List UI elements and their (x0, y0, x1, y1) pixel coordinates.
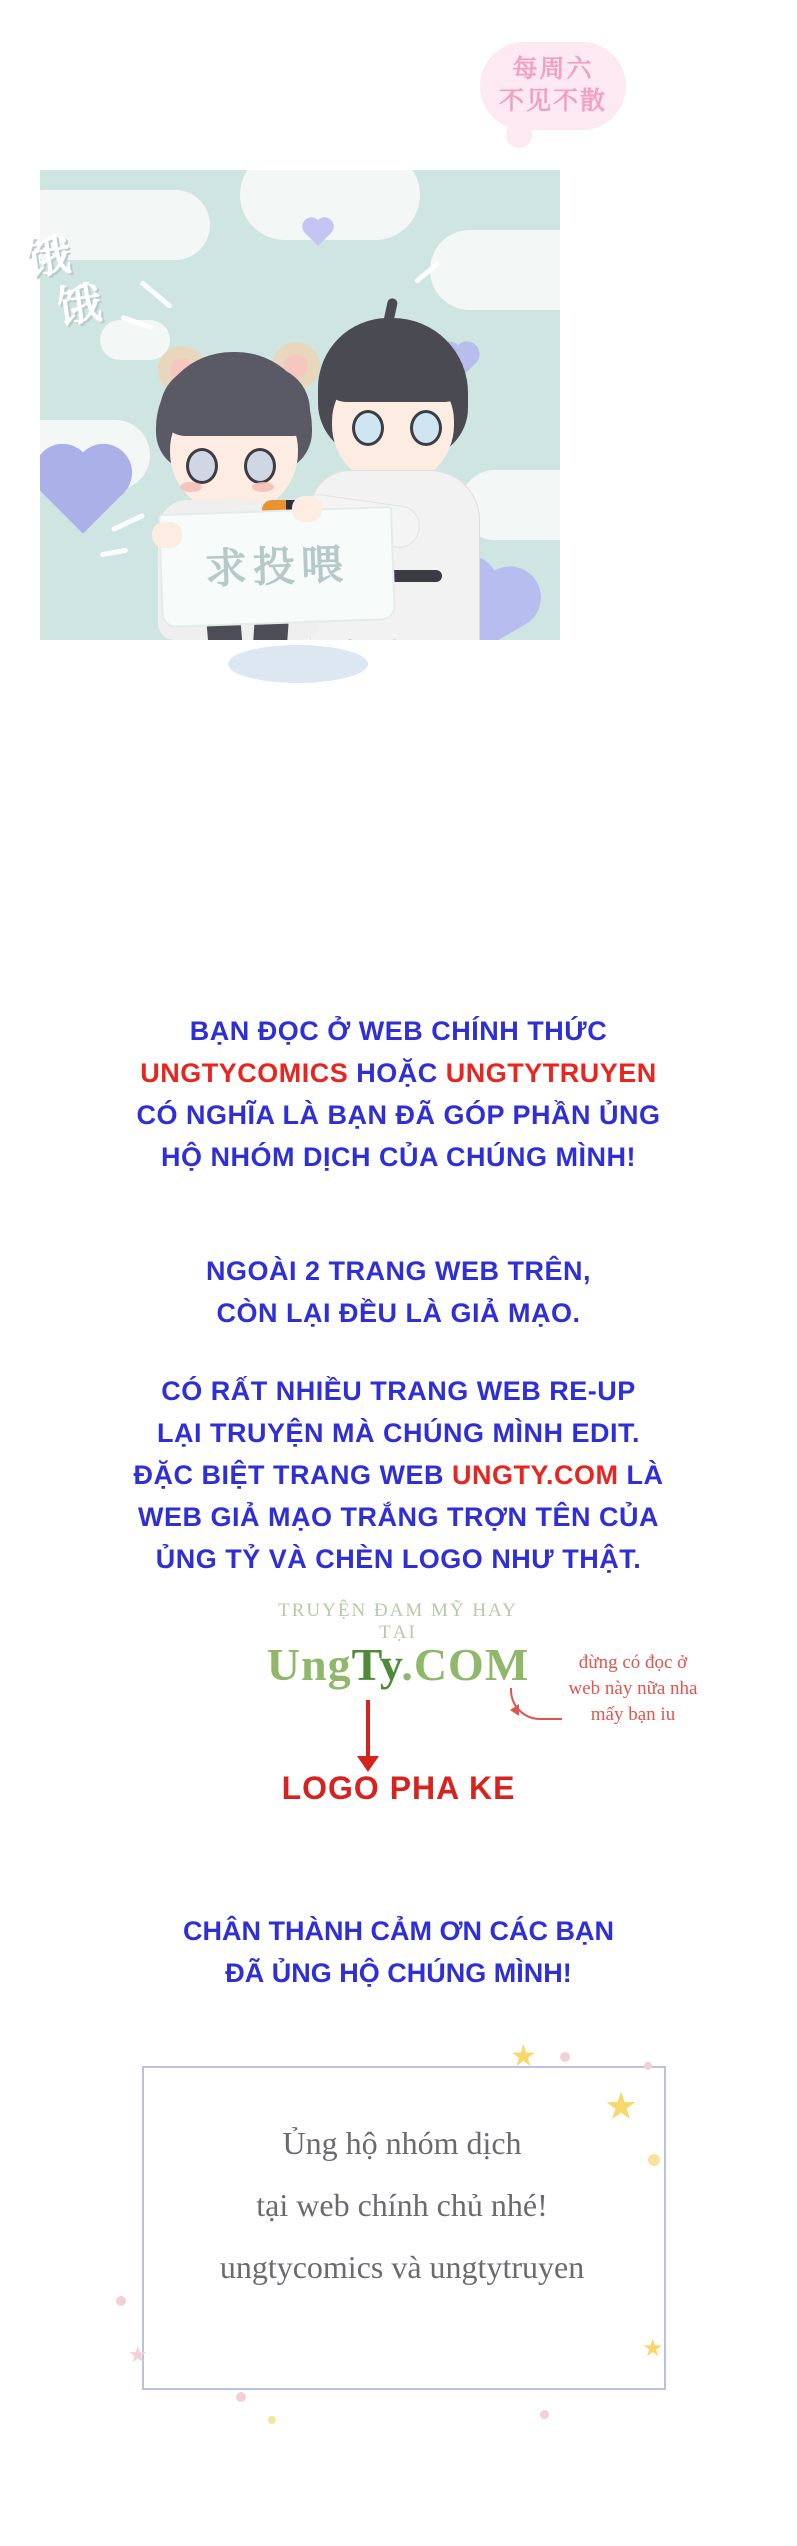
motion-line (111, 513, 146, 533)
decorative-dot (560, 2052, 570, 2062)
handwritten-note-line: web này nữa nha (568, 1678, 698, 1699)
held-banner (158, 506, 396, 628)
character-right-eye-right (410, 410, 442, 446)
message-block-3 (0, 1370, 797, 1580)
star-icon: ★ (642, 2335, 664, 2362)
character-left-bangs (160, 366, 310, 436)
arrow-down-icon (366, 1700, 370, 1758)
speech-bubble-text (480, 54, 626, 118)
character-right-eye-left (352, 410, 384, 446)
sound-effect-text (23, 226, 107, 339)
ground-shadow (228, 645, 368, 683)
thanks-line: CHÂN THÀNH CẢM ƠN CÁC BẠN (183, 1916, 614, 1946)
message-line: CÓ RẤT NHIỀU TRANG WEB RE-UP (161, 1376, 636, 1406)
illustration-panel (40, 170, 560, 640)
message-line: WEB GIẢ MẠO TRẮNG TRỢN TÊN CỦA (138, 1502, 659, 1532)
star-icon: ★ (128, 2342, 148, 2367)
fake-logo-callout: LOGO PHA KE (281, 1770, 516, 1806)
character-right-bangs (322, 340, 464, 402)
decorative-dot (648, 2154, 660, 2166)
hand (292, 496, 322, 522)
site-name-ungtytruyen: UNGTYTRUYEN (445, 1058, 657, 1088)
fake-logo-sample (258, 1600, 538, 1691)
message-block-2 (0, 1250, 797, 1334)
speech-line-1: 每周六 (512, 56, 594, 83)
support-card-text (142, 2112, 662, 2298)
heart-icon (305, 220, 331, 246)
fake-logo-word-part1: Ung (266, 1639, 352, 1690)
character-left-blush (252, 482, 274, 492)
speech-line-2: 不见不散 (498, 88, 607, 115)
sound-effect-line-2: 饿 (54, 278, 107, 334)
support-card-line: tại web chính chủ nhé! (256, 2187, 548, 2223)
handwritten-note (548, 1650, 718, 1728)
cloud-shape (430, 230, 560, 310)
message-line: HỘ NHÓM DỊCH CỦA CHÚNG MÌNH! (161, 1142, 636, 1172)
support-card-line: ungtycomics và ungtytruyen (219, 2249, 585, 2285)
held-banner-text: 求投喂 (204, 542, 350, 594)
motion-line (100, 548, 128, 558)
message-block-1 (0, 1010, 797, 1178)
character-left-eye-right (244, 448, 276, 484)
decorative-dot (268, 2416, 276, 2424)
fake-logo-word-part2: Ty (351, 1639, 402, 1690)
fake-logo-word-part3: .COM (401, 1639, 530, 1690)
cloud-shape (100, 320, 170, 360)
thanks-line: ĐÃ ỦNG HỘ CHÚNG MÌNH! (225, 1958, 572, 1988)
message-line: CÓ NGHĨA LÀ BẠN ĐÃ GÓP PHẦN ỦNG (136, 1100, 661, 1130)
message-line: ĐẶC BIỆT TRANG WEB UNGTY.COM LÀ (133, 1460, 664, 1490)
fake-site-name: UNGTY.COM (451, 1460, 619, 1490)
character-left-eye-left (186, 448, 218, 484)
message-line: UNGTYCOMICS HOẶC UNGTYTRUYEN (140, 1058, 657, 1088)
site-name-ungtycomics: UNGTYCOMICS (140, 1058, 349, 1088)
star-icon: ★ (510, 2040, 537, 2073)
thanks-block (0, 1910, 797, 1994)
message-line: CÒN LẠI ĐỀU LÀ GIẢ MẠO. (216, 1298, 581, 1328)
decorative-dot (644, 2062, 652, 2070)
handwritten-note-line: mấy bạn iu (590, 1704, 676, 1725)
message-line: LẠI TRUYỆN MÀ CHÚNG MÌNH EDIT. (157, 1418, 640, 1448)
support-card-line: Ủng hộ nhóm dịch (282, 2125, 522, 2161)
message-line: NGOÀI 2 TRANG WEB TRÊN, (205, 1256, 591, 1286)
handwritten-note-line: đừng có đọc ở (578, 1652, 688, 1673)
motion-line (139, 280, 173, 310)
fake-logo-tagline: TRUYỆN ĐAM MỸ HAY TẠI (278, 1600, 518, 1643)
decorative-dot (236, 2392, 246, 2402)
sound-effect-line-1: 饿 (23, 229, 76, 285)
decorative-dot (540, 2410, 549, 2419)
star-icon: ★ (604, 2086, 639, 2128)
hand (152, 522, 182, 548)
character-left-blush (180, 482, 202, 492)
message-line: ỦNG TỶ VÀ CHÈN LOGO NHƯ THẬT. (155, 1544, 642, 1574)
fake-logo-wordmark (258, 1638, 538, 1691)
decorative-dot (116, 2296, 126, 2306)
heart-icon (42, 452, 123, 533)
message-line: BẠN ĐỌC Ở WEB CHÍNH THỨC (189, 1016, 608, 1046)
